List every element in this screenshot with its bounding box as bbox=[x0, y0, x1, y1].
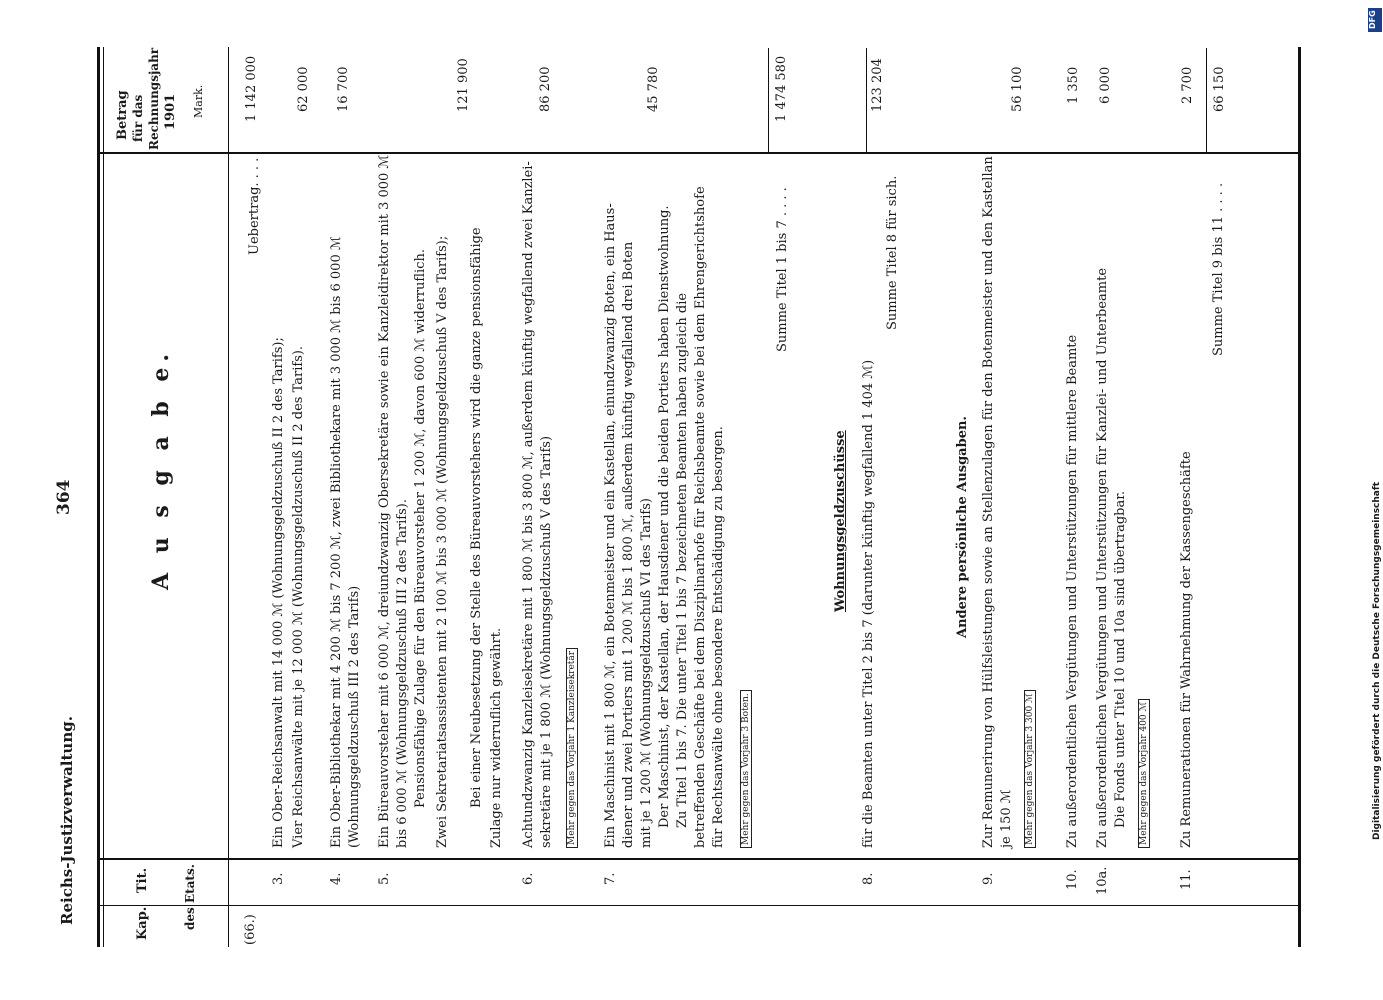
dfg-logo: DFG bbox=[1368, 8, 1382, 32]
tit-column-rule bbox=[100, 858, 1300, 860]
page-number: 364 bbox=[54, 479, 74, 515]
header-mark: Mark. bbox=[192, 84, 205, 118]
summe-1-7-amount: 1 474 580 bbox=[774, 55, 789, 122]
tit-number: 6. bbox=[521, 872, 536, 885]
summe-1-7-label: Summe Titel 1 bis 7 . . . . bbox=[775, 187, 790, 352]
kapitel-number: (66.) bbox=[243, 914, 258, 945]
entry-line: Ein Ober-Reichsanwalt mit 14 000 ℳ (Wohnungsgeldzuschuß II 2 des Tarifs); bbox=[271, 337, 286, 848]
tit-number: 4. bbox=[329, 872, 344, 885]
bottom-rule bbox=[1298, 47, 1301, 947]
header-betrag-4: 1901 bbox=[163, 93, 178, 130]
header-kap: Kap. bbox=[135, 906, 150, 940]
tit-number: 10. bbox=[1065, 869, 1080, 890]
vorjahr-note: Mehr gegen das Vorjahr 3 Boten. bbox=[740, 690, 752, 848]
header-rule bbox=[103, 47, 104, 947]
entry-amount: 45 780 bbox=[646, 66, 661, 112]
running-head: Reichs-Justizverwaltung. bbox=[58, 716, 76, 925]
entry-amount: 16 700 bbox=[336, 66, 351, 112]
entry-line: sekretäre mit je 1 800 ℳ (Wohnungsgeldzuschuß V des Tarifs) bbox=[539, 435, 554, 848]
entry-line: Bei einer Neubesetzung der Stelle des Büreauvorstehers wird die ganze pensionsfähige bbox=[469, 227, 484, 808]
entry-line: Achtundzwanzig Kanzleisekretäre mit 1 800 ℳ bis 3 800 ℳ, außerdem künftig wegfallend zwei Kanzlei- bbox=[521, 161, 536, 848]
andere-summe-label: Summe Titel 9 bis 11 . . . . bbox=[1211, 182, 1226, 356]
kap-column-rule bbox=[100, 905, 1300, 906]
entry-amount: 56 100 bbox=[1010, 66, 1025, 112]
entry-line: Zur Remunerirung von Hülfsleistungen sowie an Stellenzulagen für den Botenmeister und den Kastellan bbox=[981, 156, 996, 848]
entry-line: Die Fonds unter Titel 10 und 10a sind übertragbar. bbox=[1113, 490, 1128, 828]
sum-rule bbox=[866, 48, 867, 152]
entry-amount: 62 000 bbox=[296, 66, 311, 112]
table-top-rule bbox=[97, 47, 100, 947]
tit-number: 10a. bbox=[1095, 866, 1110, 895]
header-betrag-2: für das bbox=[131, 94, 145, 142]
entry-line: Zulage nur widerruflich gewährt. bbox=[489, 627, 504, 848]
entry-line: Der Maschinist, der Kastellan, der Hausdiener und die beiden Portiers haben Dienstwohnung. bbox=[657, 205, 672, 828]
header-bottom-rule bbox=[228, 47, 229, 947]
tit-number: 5. bbox=[377, 872, 392, 885]
uebertrag-label: Uebertrag. . . . bbox=[247, 157, 262, 255]
entry-line: bis 6 000 ℳ (Wohnungsgeldzuschuß III 2 des Tarifs). bbox=[395, 499, 410, 848]
entry-line: Ein Maschinist mit 1 800 ℳ, ein Botenmeister und ein Kastellan, einundzwanzig Boten, ein Haus- bbox=[603, 203, 618, 848]
vorjahr-note: Mehr gegen das Vorjahr 1 Kanzleisekretär bbox=[566, 648, 578, 848]
entry-amount: 2 700 bbox=[1180, 66, 1195, 104]
tit-number: 7. bbox=[603, 872, 618, 885]
entry-line: Ein Büreauvorsteher mit 6 000 ℳ, dreiundzwanzig Obersekretäre sowie ein Kanzleidirektor mit 3 000 ℳ bbox=[377, 154, 392, 848]
sum-rule bbox=[1206, 48, 1207, 152]
sum-rule bbox=[768, 48, 769, 152]
entry-line: je 150 ℳ bbox=[999, 789, 1014, 848]
entry-line: Vier Reichsanwälte mit je 12 000 ℳ (Wohnungsgeldzuschuß II 2 des Tarifs). bbox=[291, 345, 306, 848]
entry-line: Zwei Sekretariatsassistenten mit 2 100 ℳ bis 3 000 ℳ (Wohnungsgeldzuschuß V des Tarifs); bbox=[435, 235, 450, 848]
entry-amount: 1 350 bbox=[1066, 66, 1081, 104]
amount-column-rule bbox=[100, 152, 1300, 154]
uebertrag-amount: 1 142 000 bbox=[244, 55, 259, 122]
entry-line: Zu außerordentlichen Vergütungen und Unterstützungen für Kanzlei- und Unterbeamte bbox=[1095, 267, 1110, 848]
entry-amount: 121 900 bbox=[456, 58, 471, 112]
wohnung-heading: Wohnungsgeldzuschüsse bbox=[833, 430, 848, 612]
header-betrag-1: Betrag bbox=[115, 90, 130, 140]
header-betrag-3: Rechnungsjahr bbox=[147, 47, 161, 150]
tit-number: 8. bbox=[861, 872, 876, 885]
section-title: A u s g a b e. bbox=[148, 347, 174, 590]
wohnung-line: für die Beamten unter Titel 2 bis 7 (darunter künftig wegfallend 1 404 ℳ) bbox=[861, 359, 876, 848]
entry-line: Zu Titel 1 bis 7. Die unter Titel 1 bis 7 bezeichneten Beamten haben zugleich die bbox=[675, 292, 690, 828]
entry-line: (Wohnungsgeldzuschuß III 2 des Tarifs) bbox=[347, 585, 362, 848]
wohnung-amount: 123 204 bbox=[870, 58, 885, 112]
wohnung-summe-label: Summe Titel 8 für sich. bbox=[885, 175, 900, 330]
tit-number: 3. bbox=[271, 872, 286, 885]
vorjahr-note: Mehr gegen das Vorjahr 3 300 ℳ bbox=[1024, 690, 1036, 848]
vorjahr-note: Mehr gegen das Vorjahr 400 ℳ bbox=[1138, 699, 1150, 848]
entry-line: Zu außerordentlichen Vergütungen und Unterstützungen für mittlere Beamte bbox=[1065, 334, 1080, 848]
tit-number: 11. bbox=[1179, 869, 1194, 890]
entry-line: für Rechtsanwälte ohne besondere Entschädigung zu besorgen. bbox=[711, 426, 726, 848]
digitization-credit: Digitalisierung gefördert durch die Deutsche Forschungsgemeinschaft bbox=[1372, 481, 1382, 840]
entry-amount: 6 000 bbox=[1098, 66, 1113, 104]
tit-number: 9. bbox=[981, 872, 996, 885]
entry-line: Zu Remunerationen für Wahrnehmung der Kassengeschäfte bbox=[1179, 451, 1194, 848]
header-tit: Tit. bbox=[135, 867, 150, 893]
entry-line: mit je 1 200 ℳ (Wohnungsgeldzuschuß VI des Tarifs) bbox=[639, 498, 654, 848]
entry-line: diener und zwei Portiers mit 1 200 ℳ bis 1 800 ℳ, außerdem künftig wegfallend drei Boten bbox=[621, 241, 636, 848]
andere-summe-amount: 66 150 bbox=[1212, 66, 1227, 112]
amount-header bbox=[112, 47, 212, 150]
entry-line: betreffenden Geschäfte bei dem Disziplinarhofe für Reichsbeamte sowie bei dem Ehrengerichtshofe bbox=[693, 186, 708, 848]
entry-line: Ein Ober-Bibliothekar mit 4 200 ℳ bis 7 200 ℳ, zwei Bibliothekare mit 3 000 ℳ bis 6 000 ℳ bbox=[329, 236, 344, 848]
entry-line: Pensionsfähige Zulage für den Büreauvorsteher 1 200 ℳ, davon 600 ℳ widerruflich. bbox=[413, 249, 428, 808]
andere-heading: Andere persönliche Ausgaben. bbox=[955, 416, 970, 638]
entry-amount: 86 200 bbox=[538, 66, 553, 112]
header-des-etats: des Etats. bbox=[183, 864, 197, 930]
